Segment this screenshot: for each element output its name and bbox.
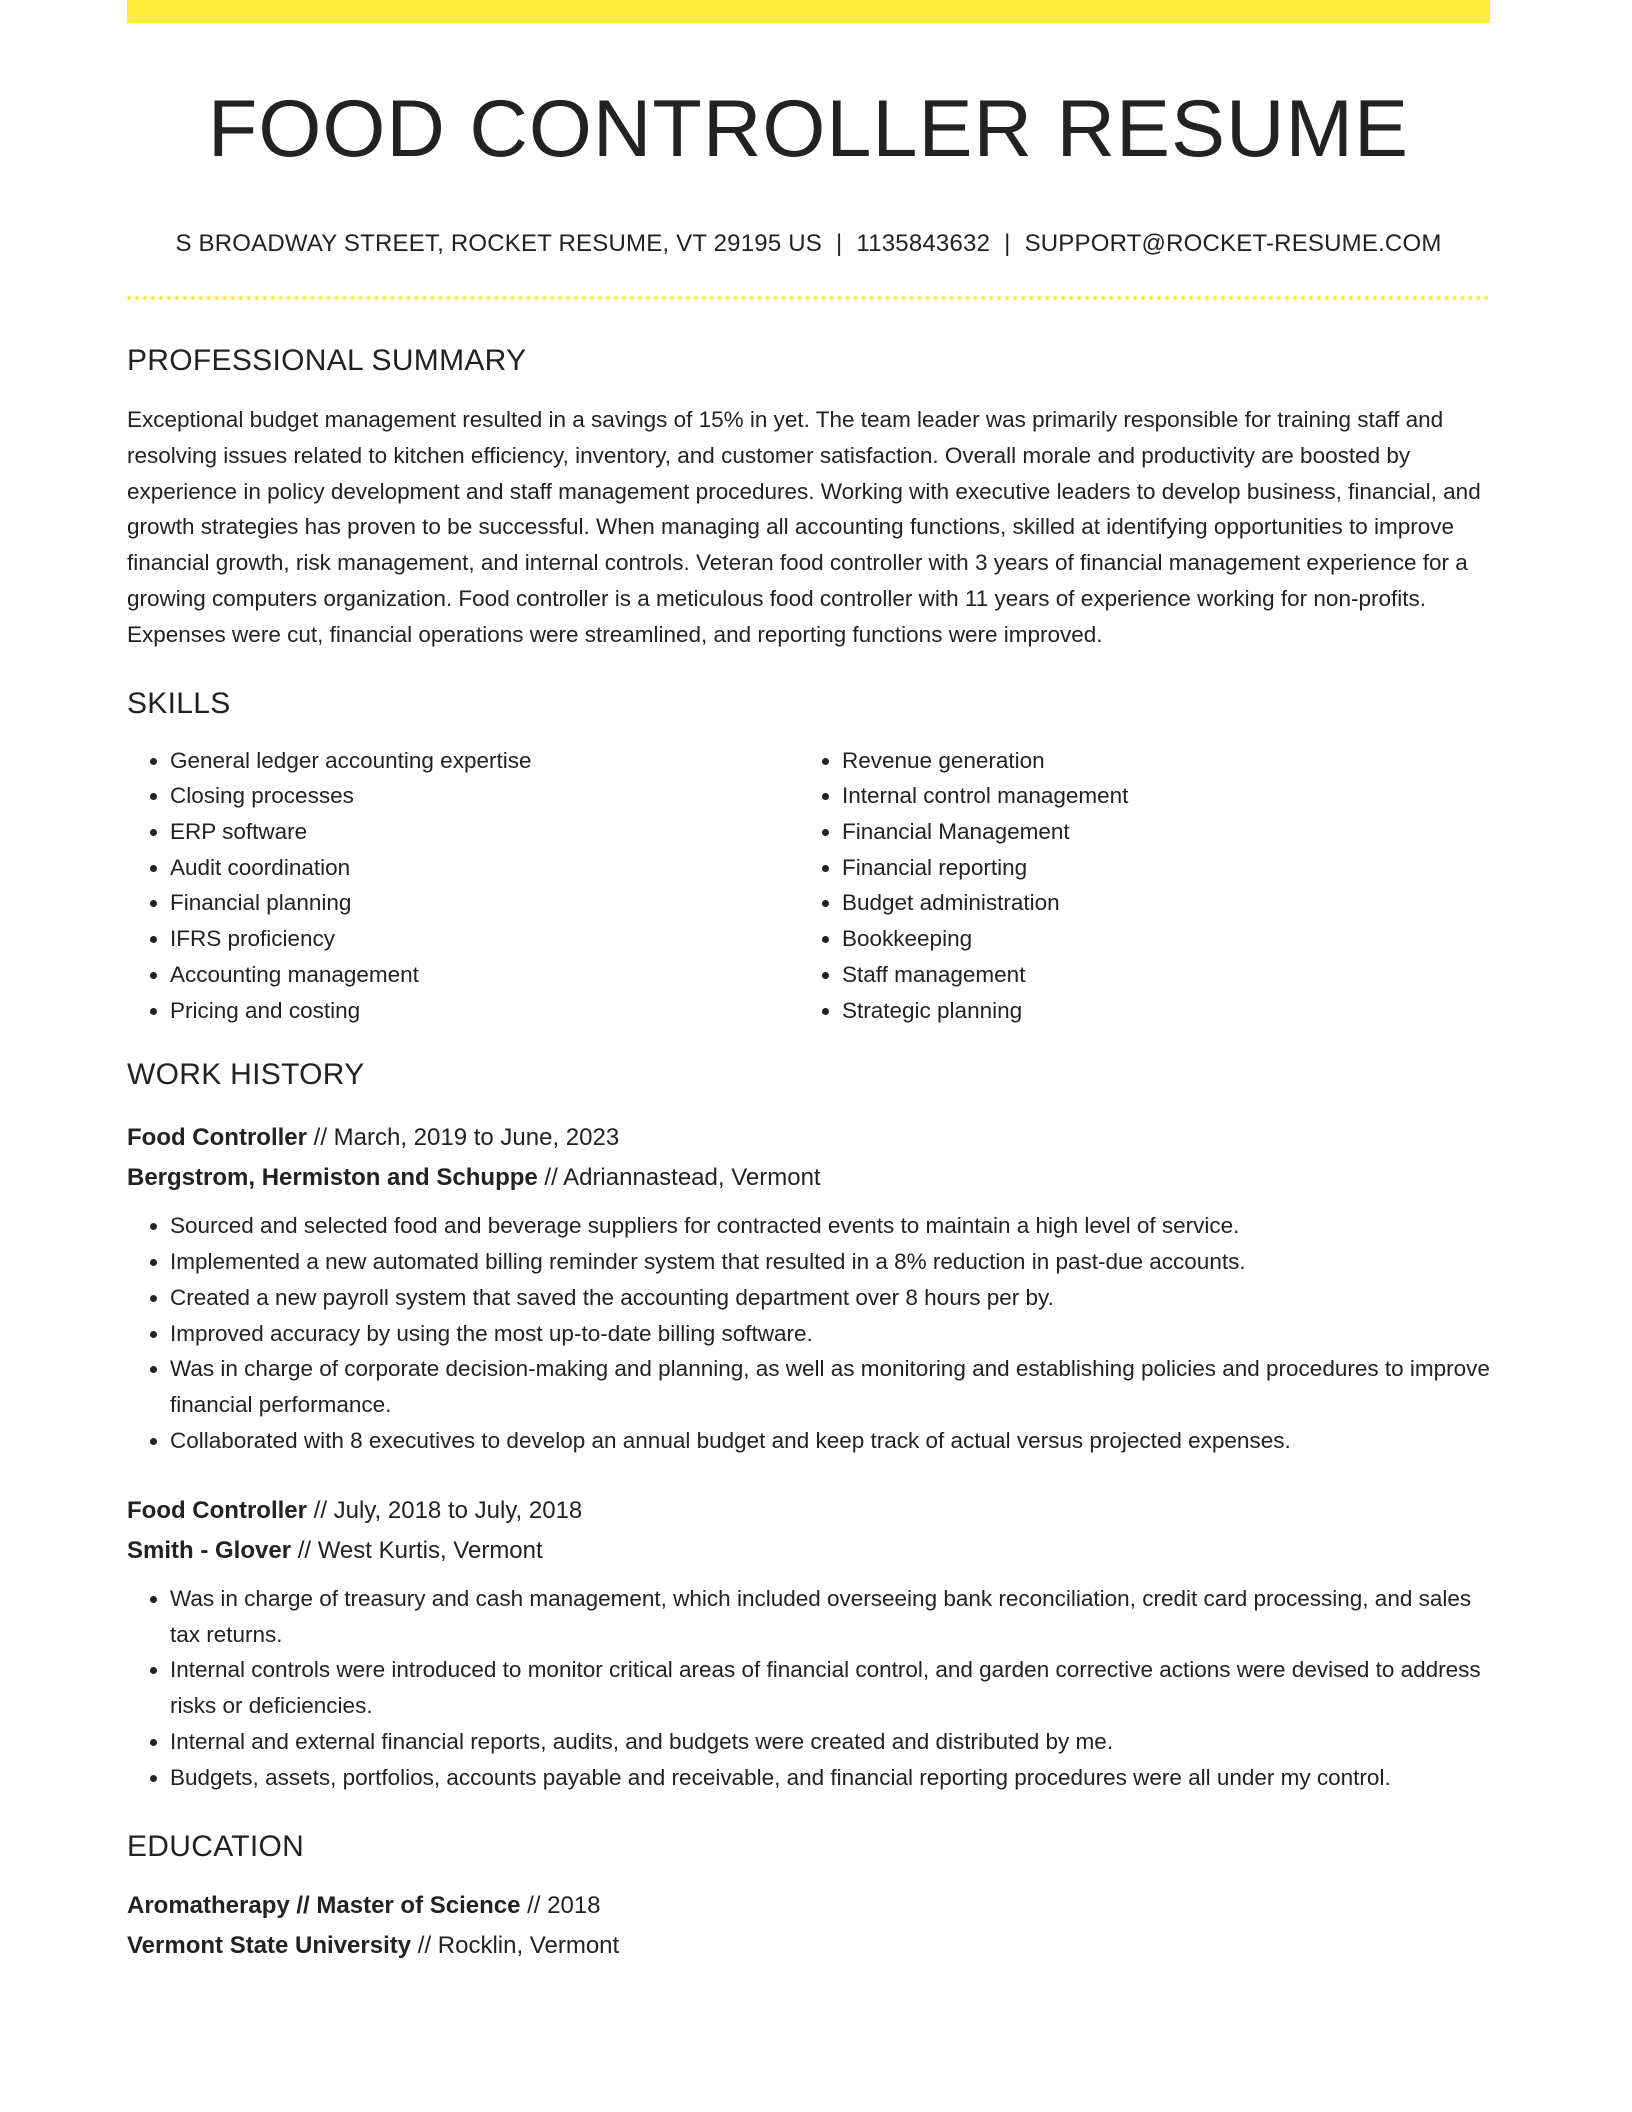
education-entry (127, 1886, 1490, 1966)
skill-item: • Financial reporting (842, 850, 1471, 886)
skill-item: • Internal control management (842, 778, 1471, 814)
job-bullet: • Collaborated with 8 executives to develop an annual budget and keep track of actual versus projected expenses. (170, 1423, 1490, 1459)
job-dates: // July, 2018 to July, 2018 (306, 1496, 583, 1524)
job-location: // West Kurtis, Vermont (291, 1536, 543, 1564)
job-bullet: • Was in charge of treasury and cash management, which included overseeing bank reconciliation, credit card processing, and sales tax returns. (170, 1581, 1490, 1653)
job-bullet: • Was in charge of corporate decision-making and planning, as well as monitoring and establishing policies and procedures to improve financial performance. (170, 1351, 1490, 1423)
skill-item: • Audit coordination (170, 850, 799, 886)
school-line (127, 1926, 1490, 1966)
skill-item: • ERP software (170, 814, 799, 850)
resume-page (127, 0, 1490, 1966)
skill-item: • Budget administration (842, 885, 1471, 921)
school-location: // Rocklin, Vermont (411, 1931, 620, 1959)
accent-bar (127, 0, 1490, 23)
skill-item: • Pricing and costing (170, 993, 799, 1029)
skills-column-left (127, 743, 799, 1029)
graduation-year: // 2018 (520, 1891, 601, 1919)
skill-item: • Accounting management (170, 957, 799, 993)
job-dates: // March, 2019 to June, 2023 (306, 1124, 620, 1152)
job-company-line (127, 1531, 1490, 1571)
degree: Aromatherapy // Master of Science (127, 1891, 521, 1919)
skill-item: • Financial Management (842, 814, 1471, 850)
phone: 1135843632 (856, 230, 991, 258)
separator: | (1004, 230, 1011, 258)
job-bullet: • Created a new payroll system that saved the accounting department over 8 hours per by. (170, 1280, 1490, 1316)
job-role-line (127, 1118, 1490, 1158)
skill-item: • Staff management (842, 957, 1471, 993)
skill-item: • Closing processes (170, 778, 799, 814)
job-entry (127, 1491, 1490, 1796)
skill-item: • General ledger accounting expertise (170, 743, 799, 779)
education-heading: EDUCATION (127, 1829, 305, 1863)
job-company: Bergstrom, Hermiston and Schuppe (127, 1164, 538, 1192)
job-bullet: • Implemented a new automated billing reminder system that resulted in a 8% reduction in past-due accounts. (170, 1244, 1490, 1280)
job-company-line (127, 1158, 1490, 1198)
skill-item: • IFRS proficiency (170, 921, 799, 957)
skills-list (127, 743, 1490, 1029)
skills-column-right (799, 743, 1471, 1029)
email: SUPPORT@ROCKET-RESUME.COM (1024, 230, 1442, 258)
divider (127, 296, 1490, 300)
skill-item: • Bookkeeping (842, 921, 1471, 957)
resume-title: FOOD CONTROLLER RESUME (207, 84, 1410, 174)
job-bullet: • Improved accuracy by using the most up-to-date billing software. (170, 1316, 1490, 1352)
job-bullets (127, 1208, 1490, 1459)
work-history-heading: WORK HISTORY (127, 1058, 365, 1092)
job-company: Smith - Glover (127, 1536, 292, 1564)
job-location: // Adriannastead, Vermont (537, 1164, 821, 1192)
contact-line (127, 230, 1490, 258)
summary-heading: PROFESSIONAL SUMMARY (127, 344, 527, 378)
separator: | (835, 230, 843, 258)
job-role: Food Controller (127, 1496, 307, 1524)
job-role-line (127, 1491, 1490, 1531)
degree-line (127, 1886, 1490, 1926)
job-role: Food Controller (127, 1124, 307, 1152)
job-entry (127, 1118, 1490, 1459)
school-name: Vermont State University (127, 1931, 412, 1959)
job-bullet: • Sourced and selected food and beverage suppliers for contracted events to maintain a high level of service. (170, 1208, 1490, 1244)
skills-heading: SKILLS (127, 686, 231, 720)
skill-item: • Strategic planning (842, 993, 1471, 1029)
summary-text: Exceptional budget management resulted in a savings of 15% in yet. The team leader was primarily responsible for training staff and resolving issues related to kitchen efficiency, inventory, and customer satisfaction. Overall morale and productivity are boosted by experience in policy development and staff management procedures. Working with executive leaders to develop business, financial, and growth strategies has proven to be successful. When managing all accounting functions, skilled at identifying opportunities to improve financial growth, risk management, and internal controls. Veteran food controller with 3 years of financial management experience for a growing computers organization. Food controller is a meticulous food controller with 11 years of experience working for non-profits. Expenses were cut, financial operations were streamlined, and reporting functions were improved. (127, 407, 1481, 647)
job-bullet: • Internal controls were introduced to monitor critical areas of financial control, and garden corrective actions were devised to address risks or deficiencies. (170, 1652, 1490, 1724)
job-bullet: • Internal and external financial reports, audits, and budgets were created and distributed by me. (170, 1724, 1490, 1760)
skill-item: • Revenue generation (842, 743, 1471, 779)
job-bullet: • Budgets, assets, portfolios, accounts payable and receivable, and financial reporting procedures were all under my control. (170, 1760, 1490, 1796)
address: S BROADWAY STREET, ROCKET RESUME, VT 29195 US (175, 230, 822, 258)
skill-item: • Financial planning (170, 885, 799, 921)
job-bullets (127, 1581, 1490, 1796)
